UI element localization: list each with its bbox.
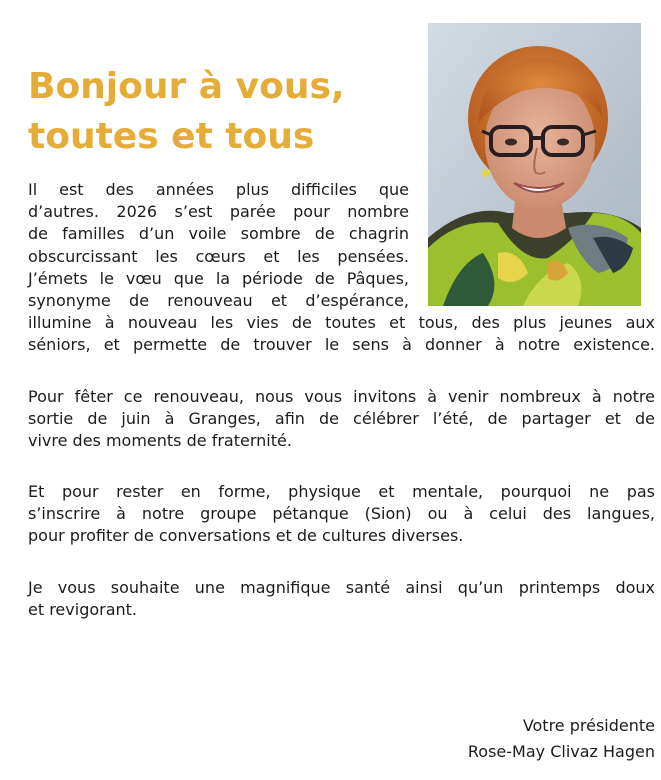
text-line: synonyme de renouveau et d’espérance, (28, 290, 409, 310)
text-line: obscurcissant les cœurs et les pensées. (28, 246, 409, 266)
text-line: Je vous souhaite une magnifique santé ainsi qu’un printemps doux (28, 577, 655, 597)
signature-block (468, 713, 655, 765)
text-line: J’émets le vœu que la période de Pâques, (28, 268, 409, 288)
text-line: illumine à nouveau les vies de toutes et tous, des plus jeunes aux (28, 313, 655, 333)
text-line: Pour fêter ce renouveau, nous vous invitons à venir nombreux à notre (28, 386, 655, 406)
signature-role: Votre présidente (522, 716, 655, 735)
page-title (28, 62, 408, 162)
title-line-1: Bonjour à vous, (28, 66, 345, 107)
text-line: vivre des moments de fraternité. (28, 430, 292, 450)
text-line: Il est des années plus difficiles que (28, 180, 409, 199)
text-line: d’autres. 2026 s’est parée pour nombre (28, 202, 409, 222)
paragraph-3 (28, 481, 655, 548)
paragraph-2 (28, 386, 655, 453)
text-line: s’inscrire à notre groupe pétanque (Sion) ou à celui des langues, (28, 504, 655, 524)
signature-name: Rose-May Clivaz Hagen (467, 742, 655, 761)
text-line: Et pour rester en forme, physique et mentale, pourquoi ne pas (28, 482, 655, 502)
letter-body (28, 179, 655, 621)
text-line: pour profiter de conversations et de cultures diverses. (28, 526, 464, 546)
text-line: de familles d’un voile sombre de chagrin (28, 224, 409, 244)
paragraph-1 (28, 179, 655, 357)
title-line-2: toutes et tous (28, 116, 315, 157)
text-line: sortie de juin à Granges, afin de célébrer l’été, de partager et de (28, 408, 655, 428)
text-line: et revigorant. (28, 599, 138, 619)
text-line: séniors, et permette de trouver le sens à donner à notre existence. (28, 335, 655, 355)
paragraph-4 (28, 577, 655, 621)
